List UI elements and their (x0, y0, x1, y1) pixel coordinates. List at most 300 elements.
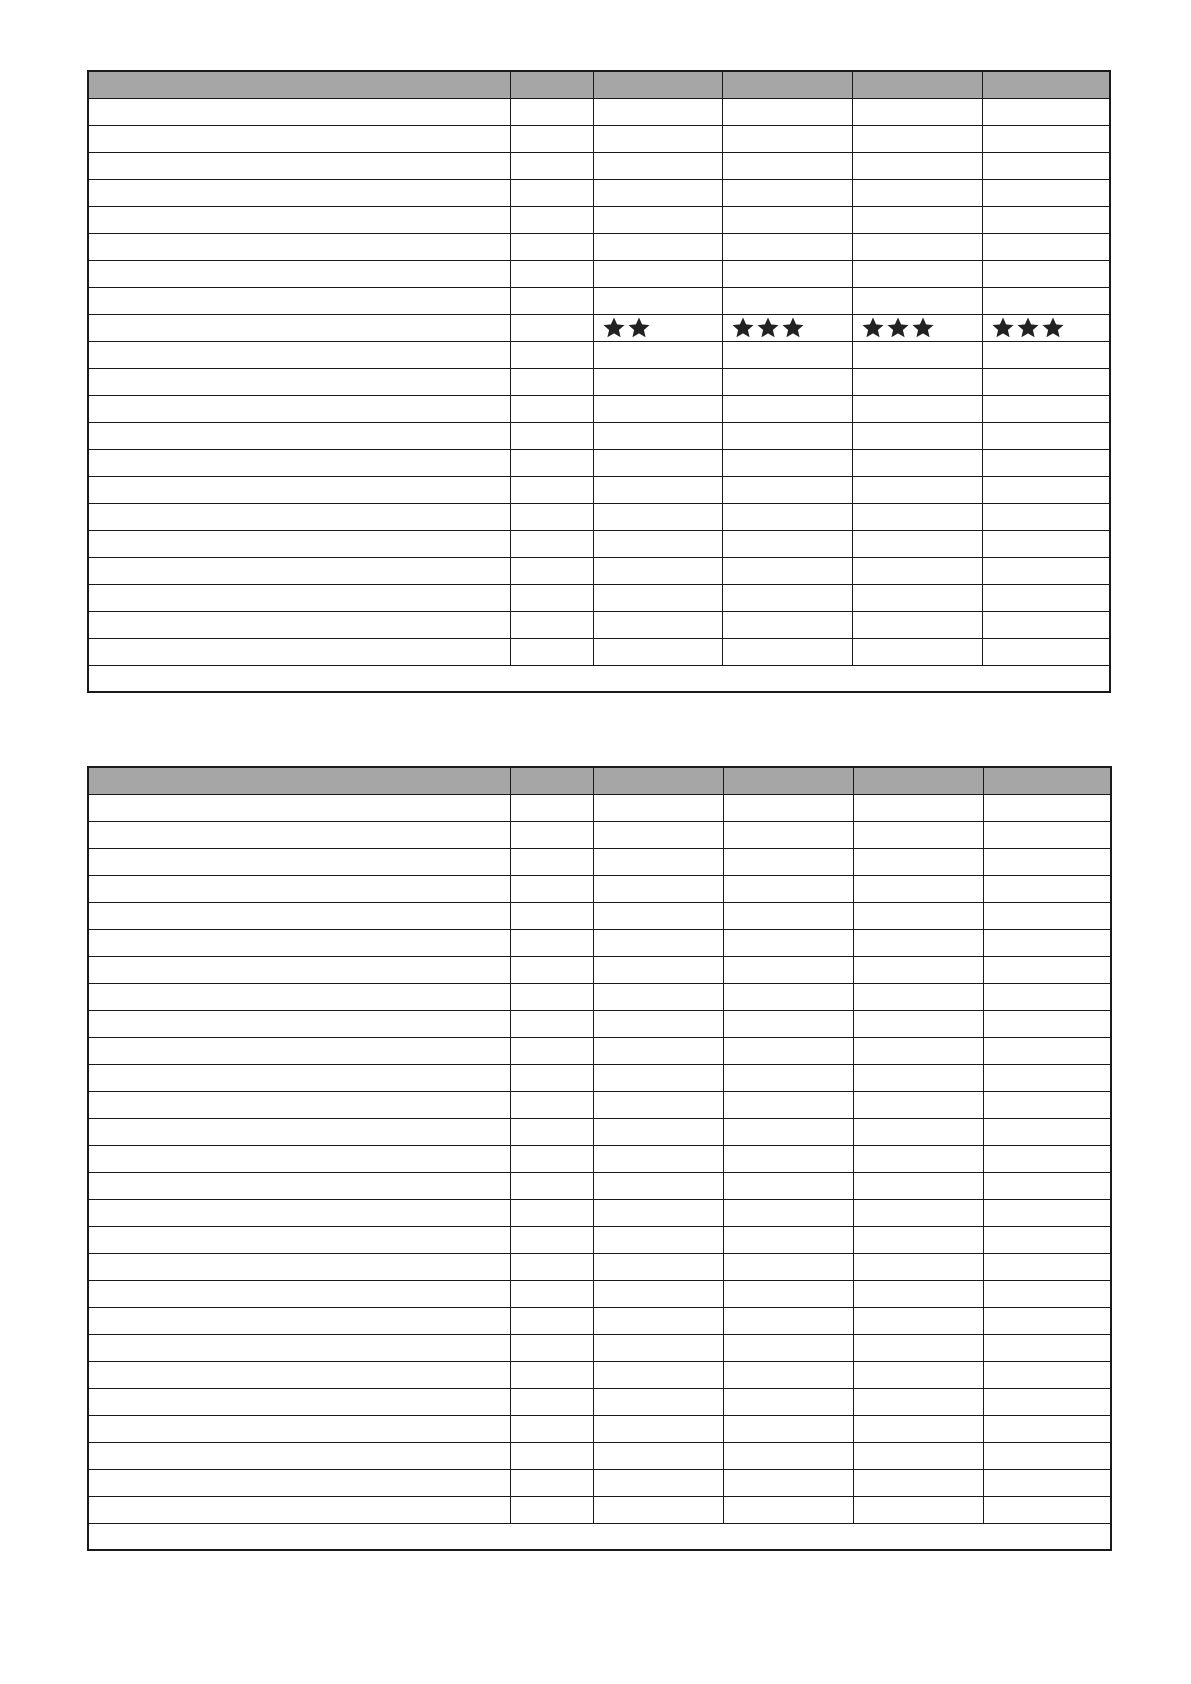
table-cell (510, 125, 593, 152)
table-cell (853, 1091, 983, 1118)
table-cell (983, 1307, 1111, 1334)
table-cell (722, 341, 852, 368)
table-row (88, 1118, 1111, 1145)
table-row (88, 422, 1110, 449)
table-cell (853, 929, 983, 956)
table-cell (983, 1388, 1111, 1415)
table-cell (510, 476, 593, 503)
table-cell (722, 233, 852, 260)
table-cell (510, 983, 593, 1010)
table-cell (593, 956, 723, 983)
table-row (88, 449, 1110, 476)
table-cell (510, 638, 593, 665)
table-cell (982, 368, 1110, 395)
table-cell (593, 1199, 723, 1226)
table-cell (982, 638, 1110, 665)
table-cell (852, 395, 982, 422)
table-cell (723, 1226, 853, 1253)
table-cell (853, 1469, 983, 1496)
table-cell (723, 1334, 853, 1361)
star-icon (991, 316, 1015, 340)
table-cell (853, 1361, 983, 1388)
table-row (88, 1469, 1111, 1496)
rating-table-1 (87, 70, 1111, 693)
table-cell (510, 1145, 593, 1172)
table-cell (510, 1469, 593, 1496)
table-cell (593, 611, 722, 638)
table-cell (983, 1064, 1111, 1091)
table-cell (88, 1064, 510, 1091)
table-cell (510, 314, 593, 341)
table-cell (88, 875, 510, 902)
table-cell (723, 1091, 853, 1118)
table-cell (983, 1253, 1111, 1280)
table-cell (983, 1118, 1111, 1145)
table-cell (982, 152, 1110, 179)
table-cell (983, 1334, 1111, 1361)
table-cell (510, 1361, 593, 1388)
table-row (88, 1010, 1111, 1037)
table-cell (982, 260, 1110, 287)
table-cell (723, 1145, 853, 1172)
table-row (88, 179, 1110, 206)
table-row (88, 611, 1110, 638)
table-cell (88, 1172, 510, 1199)
table-cell (853, 1334, 983, 1361)
table-cell (593, 1334, 723, 1361)
table-cell (852, 179, 982, 206)
table-cell (593, 902, 723, 929)
table-cell (510, 1307, 593, 1334)
footer-cell (88, 665, 1110, 692)
table-cell (852, 557, 982, 584)
table-cell (983, 1361, 1111, 1388)
table-row (88, 1037, 1111, 1064)
table-row (88, 1145, 1111, 1172)
table-cell (510, 449, 593, 476)
header-cell (853, 767, 983, 794)
table-cell (723, 875, 853, 902)
table-cell (593, 1388, 723, 1415)
table-cell (510, 1064, 593, 1091)
table-cell (982, 341, 1110, 368)
table-cell (88, 956, 510, 983)
table-cell (88, 1361, 510, 1388)
table-row (88, 1172, 1111, 1199)
table-cell (853, 1199, 983, 1226)
header-cell (88, 767, 510, 794)
table-cell (852, 530, 982, 557)
table-cell (88, 368, 510, 395)
star-icon (886, 316, 910, 340)
table-cell (593, 1469, 723, 1496)
table-cell (88, 794, 510, 821)
table-row (88, 794, 1111, 821)
table-row (88, 584, 1110, 611)
table-cell (88, 1037, 510, 1064)
table-row (88, 1253, 1111, 1280)
table-cell (88, 584, 510, 611)
table-row (88, 1496, 1111, 1523)
table-row (88, 875, 1111, 902)
table-cell (983, 902, 1111, 929)
table-cell (510, 368, 593, 395)
star-icon (1041, 316, 1065, 340)
table-cell (723, 983, 853, 1010)
table-cell (982, 557, 1110, 584)
table-cell (88, 1253, 510, 1280)
table-cell (722, 503, 852, 530)
table-cell (853, 902, 983, 929)
table-row (88, 1307, 1111, 1334)
table-cell (723, 1172, 853, 1199)
table-cell (853, 1388, 983, 1415)
star-rating (723, 315, 852, 341)
table-cell (593, 233, 722, 260)
table-cell (510, 902, 593, 929)
table-row (88, 1064, 1111, 1091)
header-cell (723, 767, 853, 794)
table-cell (510, 260, 593, 287)
table-cell (722, 584, 852, 611)
table-cell (722, 125, 852, 152)
table-cell (510, 287, 593, 314)
table-row (88, 314, 1110, 341)
table-cell (510, 611, 593, 638)
table-cell (982, 98, 1110, 125)
table-cell (722, 152, 852, 179)
table-cell (982, 503, 1110, 530)
table-cell (982, 422, 1110, 449)
table-cell (593, 206, 722, 233)
table-cell (593, 1415, 723, 1442)
table-cell (593, 476, 722, 503)
table-row (88, 476, 1110, 503)
header-row (88, 71, 1110, 98)
table-cell (593, 1064, 723, 1091)
table-row (88, 233, 1110, 260)
table-cell (982, 206, 1110, 233)
header-cell (983, 767, 1111, 794)
table-cell (88, 1442, 510, 1469)
table-cell (983, 1442, 1111, 1469)
table-cell (88, 287, 510, 314)
table-cell (593, 152, 722, 179)
header-cell (593, 71, 722, 98)
table-cell (510, 848, 593, 875)
table-cell (852, 584, 982, 611)
table-cell (593, 929, 723, 956)
table-cell (88, 1226, 510, 1253)
table-cell (88, 233, 510, 260)
table-cell (88, 611, 510, 638)
table-row (88, 848, 1111, 875)
table-row (88, 983, 1111, 1010)
table-cell (510, 1334, 593, 1361)
table-cell (853, 848, 983, 875)
table-cell (853, 1064, 983, 1091)
table-cell (853, 1496, 983, 1523)
table-cell (593, 260, 722, 287)
table-cell (510, 956, 593, 983)
table-cell (593, 584, 722, 611)
table-cell (723, 929, 853, 956)
table-cell (88, 98, 510, 125)
table-cell (982, 530, 1110, 557)
table-cell (853, 956, 983, 983)
star-icon (861, 316, 885, 340)
table-cell (593, 1172, 723, 1199)
table-cell (510, 422, 593, 449)
table-cell (722, 557, 852, 584)
table-cell (510, 1010, 593, 1037)
table-cell (88, 206, 510, 233)
table-cell (853, 1415, 983, 1442)
table-cell (983, 1091, 1111, 1118)
table-cell (510, 1037, 593, 1064)
table-row (88, 1361, 1111, 1388)
table-cell (982, 287, 1110, 314)
table-cell (88, 1145, 510, 1172)
table-row (88, 368, 1110, 395)
table-cell (88, 1496, 510, 1523)
table-cell (853, 1253, 983, 1280)
table-cell (88, 1199, 510, 1226)
table-cell (510, 530, 593, 557)
star-rating (853, 315, 982, 341)
table-cell (853, 983, 983, 1010)
table-row (88, 206, 1110, 233)
table-cell (982, 611, 1110, 638)
header-cell (982, 71, 1110, 98)
table-cell (593, 179, 722, 206)
table-cell (722, 449, 852, 476)
table-cell (510, 1172, 593, 1199)
table-cell (88, 179, 510, 206)
rating-cell (982, 314, 1110, 341)
table-cell (723, 1469, 853, 1496)
footer-cell (88, 1523, 1111, 1550)
table-cell (983, 821, 1111, 848)
table-cell (983, 1145, 1111, 1172)
rating-table-2 (87, 766, 1112, 1551)
table-cell (510, 1388, 593, 1415)
table-cell (852, 449, 982, 476)
table-cell (593, 638, 722, 665)
table-cell (983, 1172, 1111, 1199)
table-row (88, 152, 1110, 179)
table-cell (593, 1010, 723, 1037)
table-cell (593, 98, 722, 125)
table-cell (723, 848, 853, 875)
table-cell (723, 1010, 853, 1037)
table-cell (593, 1307, 723, 1334)
table-cell (593, 368, 722, 395)
table-cell (723, 1064, 853, 1091)
table-cell (983, 1415, 1111, 1442)
table-cell (722, 98, 852, 125)
table-cell (723, 1253, 853, 1280)
table-row (88, 503, 1110, 530)
table-cell (982, 476, 1110, 503)
table-cell (510, 1226, 593, 1253)
table-cell (88, 341, 510, 368)
star-rating (983, 315, 1110, 341)
table-cell (593, 1280, 723, 1307)
table-row (88, 956, 1111, 983)
table-cell (983, 1496, 1111, 1523)
star-rating (594, 315, 722, 341)
table-cell (88, 638, 510, 665)
table-cell (722, 395, 852, 422)
table-row (88, 1226, 1111, 1253)
table-cell (593, 1118, 723, 1145)
table-cell (982, 449, 1110, 476)
table-cell (983, 848, 1111, 875)
table-row (88, 1199, 1111, 1226)
footer-row (88, 665, 1110, 692)
header-cell (593, 767, 723, 794)
table-cell (88, 1118, 510, 1145)
table-row (88, 260, 1110, 287)
table-cell (852, 476, 982, 503)
table-cell (983, 1280, 1111, 1307)
table-cell (722, 530, 852, 557)
table-cell (982, 233, 1110, 260)
table-cell (983, 1199, 1111, 1226)
table-cell (88, 1334, 510, 1361)
table-cell (722, 611, 852, 638)
table-cell (982, 584, 1110, 611)
table-row (88, 287, 1110, 314)
table-cell (88, 1415, 510, 1442)
table-cell (510, 152, 593, 179)
table-cell (852, 611, 982, 638)
table-cell (510, 584, 593, 611)
table-cell (983, 956, 1111, 983)
table-cell (853, 875, 983, 902)
table-cell (510, 557, 593, 584)
table-cell (853, 794, 983, 821)
table-cell (723, 1307, 853, 1334)
table-cell (852, 152, 982, 179)
table-row (88, 341, 1110, 368)
table-cell (853, 1442, 983, 1469)
table-cell (852, 233, 982, 260)
table-cell (88, 125, 510, 152)
table-cell (722, 206, 852, 233)
table-cell (852, 98, 982, 125)
table-row (88, 821, 1111, 848)
table-cell (853, 1172, 983, 1199)
star-icon (731, 316, 755, 340)
table-cell (88, 1091, 510, 1118)
table-cell (852, 260, 982, 287)
table-cell (510, 179, 593, 206)
table-cell (88, 848, 510, 875)
table-cell (723, 1442, 853, 1469)
table-cell (852, 503, 982, 530)
table-cell (88, 821, 510, 848)
table-cell (88, 902, 510, 929)
table-cell (722, 638, 852, 665)
table-cell (982, 125, 1110, 152)
table-cell (510, 503, 593, 530)
table-cell (853, 1280, 983, 1307)
table-cell (593, 848, 723, 875)
table-row (88, 1415, 1111, 1442)
table-cell (722, 368, 852, 395)
table-cell (983, 1226, 1111, 1253)
table-cell (510, 395, 593, 422)
table-cell (852, 638, 982, 665)
star-icon (781, 316, 805, 340)
table-cell (510, 875, 593, 902)
table-cell (723, 1199, 853, 1226)
table-cell (510, 821, 593, 848)
star-icon (602, 316, 626, 340)
table-cell (88, 476, 510, 503)
table-cell (88, 557, 510, 584)
table-cell (983, 1010, 1111, 1037)
table-cell (593, 341, 722, 368)
table-cell (593, 395, 722, 422)
header-cell (852, 71, 982, 98)
table-row (88, 395, 1110, 422)
table-cell (723, 794, 853, 821)
table-cell (853, 1010, 983, 1037)
table-cell (852, 206, 982, 233)
table-cell (983, 983, 1111, 1010)
table-cell (853, 1307, 983, 1334)
table-row (88, 1388, 1111, 1415)
table-cell (510, 98, 593, 125)
header-cell (88, 71, 510, 98)
table-cell (723, 1361, 853, 1388)
footer-row (88, 1523, 1111, 1550)
table-cell (723, 1388, 853, 1415)
table-cell (983, 875, 1111, 902)
table-cell (593, 1091, 723, 1118)
table-cell (853, 821, 983, 848)
table-cell (853, 1037, 983, 1064)
table-row (88, 557, 1110, 584)
table-cell (852, 368, 982, 395)
table-cell (723, 1496, 853, 1523)
table-cell (722, 422, 852, 449)
table-cell (722, 287, 852, 314)
table-row (88, 125, 1110, 152)
table-cell (593, 1496, 723, 1523)
table-cell (593, 794, 723, 821)
table-cell (983, 794, 1111, 821)
table-cell (88, 983, 510, 1010)
table-cell (983, 1469, 1111, 1496)
table-cell (723, 1415, 853, 1442)
table-cell (593, 821, 723, 848)
table-cell (88, 449, 510, 476)
star-icon (911, 316, 935, 340)
table-cell (852, 287, 982, 314)
table-cell (510, 1091, 593, 1118)
table-cell (853, 1226, 983, 1253)
table-cell (593, 125, 722, 152)
table-row (88, 1442, 1111, 1469)
table-cell (593, 1145, 723, 1172)
table-cell (982, 179, 1110, 206)
table-cell (593, 287, 722, 314)
table-row (88, 638, 1110, 665)
